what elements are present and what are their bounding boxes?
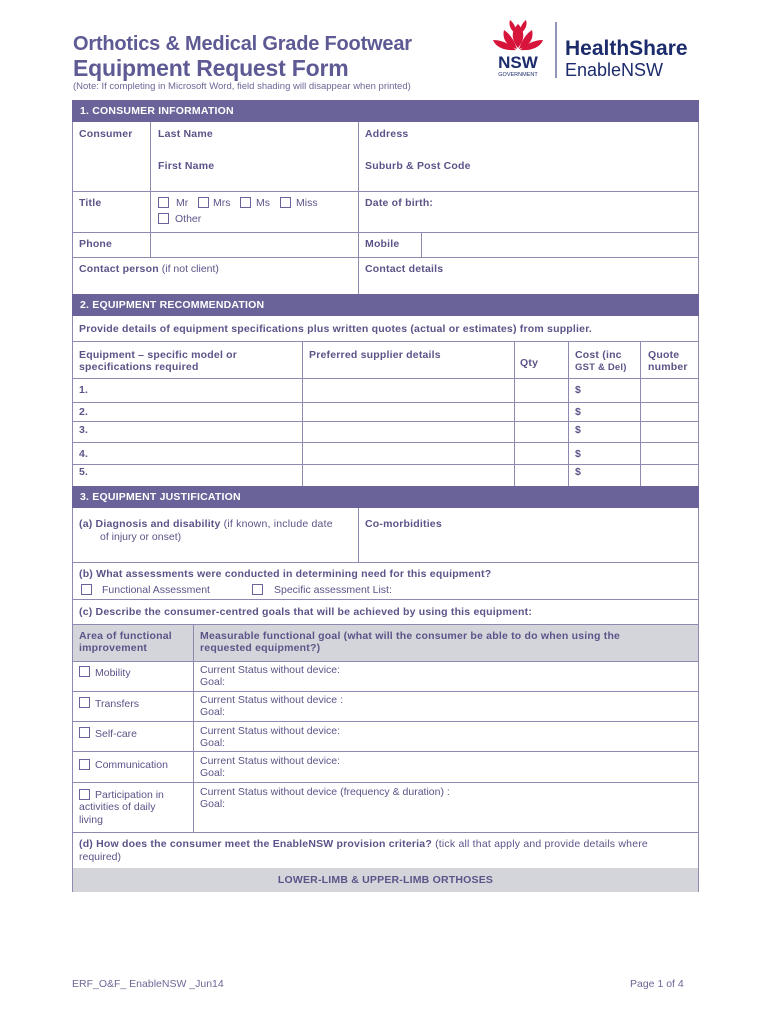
section3-header: 3. EQUIPMENT JUSTIFICATION <box>72 486 699 508</box>
col-quote-line1: Quote <box>648 349 680 361</box>
equipment-row-1: 1. <box>79 384 89 396</box>
goals-head-left-line1: Area of functional <box>79 630 172 642</box>
title-ms-label: Ms <box>256 197 270 209</box>
equipment-row-3: 3. <box>79 424 89 436</box>
logo-government-text: GOVERNMENT <box>498 72 538 78</box>
specific-assessment-label: Specific assessment List: <box>274 584 392 596</box>
col-qty: Qty <box>520 357 539 369</box>
communication-goal: Goal: <box>200 767 226 779</box>
title-miss-label: Miss <box>296 197 318 209</box>
section1-header: 1. CONSUMER INFORMATION <box>72 100 699 122</box>
section1-table <box>72 122 699 294</box>
comorbidities-label: Co-morbidities <box>365 518 442 530</box>
title-ms-checkbox[interactable] <box>240 197 251 208</box>
col-equipment-line2: specifications required <box>79 361 199 373</box>
dob-label: Date of birth: <box>365 197 434 209</box>
col-cost-line1: Cost (inc <box>575 349 622 361</box>
logo-nsw-text: NSW <box>498 53 538 72</box>
last-name-label: Last Name <box>158 128 213 140</box>
self-care-goal: Goal: <box>200 737 226 749</box>
functional-assessment-checkbox[interactable] <box>81 584 92 595</box>
goals-head-right-line1: Measurable functional goal (what will the consumer be able to do when using the <box>200 630 621 642</box>
title-label: Title <box>79 197 102 209</box>
nsw-healthshare-logo <box>488 18 703 80</box>
title-other-label: Other <box>175 213 202 225</box>
mobility-goal: Goal: <box>200 676 226 688</box>
participation-label-line2: activities of daily <box>79 801 156 813</box>
logo-healthshare-text: HealthShare <box>565 37 688 60</box>
col-supplier: Preferred supplier details <box>309 349 441 361</box>
contact-person-note: (if not client) <box>161 263 219 275</box>
section3-table <box>72 508 699 892</box>
mobile-label: Mobile <box>365 238 400 250</box>
provision-criteria-note-line1: (tick all that apply and provide details where <box>435 838 648 850</box>
cost-currency-5: $ <box>575 466 582 478</box>
specific-assessment-checkbox[interactable] <box>252 584 263 595</box>
footer-form-code: ERF_O&F_ EnableNSW _Jun14 <box>72 978 224 990</box>
participation-label-line3: living <box>79 814 103 826</box>
participation-goal: Goal: <box>200 798 226 810</box>
provision-criteria-note-line2: required) <box>79 851 122 863</box>
transfers-goal: Goal: <box>200 706 226 718</box>
form-note: (Note: If completing in Microsoft Word, field shading will disappear when printed) <box>73 81 411 92</box>
transfers-label: Transfers <box>95 698 139 710</box>
footer-page-number: Page 1 of 4 <box>630 978 684 990</box>
diagnosis-label: (a) Diagnosis and disability <box>79 518 221 530</box>
mobility-status: Current Status without device: <box>200 664 341 676</box>
participation-checkbox[interactable] <box>79 789 90 800</box>
title-mr-checkbox[interactable] <box>158 197 169 208</box>
section2-table <box>72 316 699 486</box>
cost-currency-3: $ <box>575 424 582 436</box>
cost-currency-2: $ <box>575 406 582 418</box>
goals-head-right-line2: requested equipment?) <box>200 642 321 654</box>
title-mr-label: Mr <box>176 197 189 209</box>
transfers-checkbox[interactable] <box>79 697 90 708</box>
provision-criteria-label: (d) How does the consumer meet the EnableNSW provision criteria? <box>79 838 432 850</box>
goals-label: (c) Describe the consumer-centred goals that will be achieved by using this equipment: <box>79 606 533 618</box>
col-cost-line2: GST & Del) <box>575 362 627 373</box>
title-mrs-label: Mrs <box>213 197 231 209</box>
self-care-status: Current Status without device: <box>200 725 341 737</box>
self-care-label: Self-care <box>95 728 138 740</box>
contact-person-row <box>79 263 219 275</box>
transfers-status: Current Status without device : <box>200 694 343 706</box>
provision-criteria-row <box>79 838 648 850</box>
self-care-checkbox[interactable] <box>79 727 90 738</box>
communication-status: Current Status without device: <box>200 755 341 767</box>
equipment-row-5: 5. <box>79 466 89 478</box>
title-mrs-checkbox[interactable] <box>198 197 209 208</box>
suburb-postcode-label: Suburb & Post Code <box>365 160 471 172</box>
consumer-label: Consumer <box>79 128 133 140</box>
mobility-label: Mobility <box>95 667 131 679</box>
assessments-label: (b) What assessments were conducted in determining need for this equipment? <box>79 568 492 580</box>
participation-status: Current Status without device (frequency & duration) : <box>200 786 450 798</box>
equipment-instruction: Provide details of equipment specifications plus written quotes (actual or estimates) from supplier. <box>79 323 593 335</box>
title-other-checkbox[interactable] <box>158 213 169 224</box>
title-miss-checkbox[interactable] <box>280 197 291 208</box>
first-name-label: First Name <box>158 160 215 172</box>
section2-header: 2. EQUIPMENT RECOMMENDATION <box>72 294 699 316</box>
communication-label: Communication <box>95 759 168 771</box>
col-equipment-line1: Equipment – specific model or <box>79 349 238 361</box>
contact-details-label: Contact details <box>365 263 444 275</box>
cost-currency-4: $ <box>575 448 582 460</box>
logo-enablensw-text: EnableNSW <box>565 60 664 80</box>
waratah-icon <box>493 20 543 50</box>
functional-assessment-label: Functional Assessment <box>102 584 210 596</box>
phone-label: Phone <box>79 238 113 250</box>
equipment-row-4: 4. <box>79 448 89 460</box>
diagnosis-row <box>79 518 333 530</box>
mobility-checkbox[interactable] <box>79 666 90 677</box>
diagnosis-note-line1: (if known, include date <box>223 518 333 530</box>
col-quote-line2: number <box>648 361 688 373</box>
goals-head-left-line2: improvement <box>79 642 148 654</box>
diagnosis-note-line2: of injury or onset) <box>100 531 182 543</box>
participation-label-line1: Participation in <box>95 789 164 801</box>
equipment-row-2: 2. <box>79 406 89 418</box>
orthoses-heading: LOWER-LIMB & UPPER-LIMB ORTHOSES <box>277 874 494 886</box>
communication-checkbox[interactable] <box>79 759 90 770</box>
cost-currency-1: $ <box>575 384 582 396</box>
form-title-line2: Equipment Request Form <box>73 55 349 81</box>
address-label: Address <box>365 128 409 140</box>
form-title-line1: Orthotics & Medical Grade Footwear <box>73 33 412 55</box>
contact-person-label: Contact person <box>79 263 159 275</box>
